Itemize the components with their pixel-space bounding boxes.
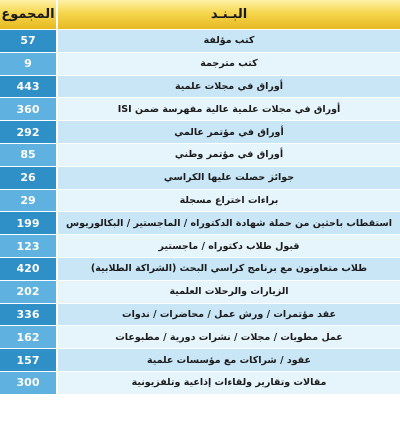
row-item: طلاب متعاونون مع برنامج كراسي البحث (الشراكة الطلابية): [58, 258, 400, 281]
row-item: عقد مؤتمرات / ورش عمل / محاضرات / ندوات: [58, 304, 400, 327]
row-item: الزيارات والرحلات العلمية: [58, 281, 400, 304]
row-item: كتب مؤلفة: [58, 30, 400, 53]
table-row: [0, 212, 400, 235]
row-total: 157: [0, 349, 56, 372]
row-item: مقالات وتقارير ولقاءات إذاعية وتلفزيونية: [58, 372, 400, 395]
row-total: 300: [0, 372, 56, 395]
row-item: استقطاب باحثين من حملة شهادة الدكتوراه / الماجستير / البكالوريوس: [58, 212, 400, 235]
row-item: كتب مترجمة: [58, 53, 400, 76]
table-row: [0, 235, 400, 258]
row-total: 57: [0, 30, 56, 53]
table-row: [0, 53, 400, 76]
table-row: [0, 190, 400, 213]
row-item: براءات اختراع مسجلة: [58, 190, 400, 213]
row-total: 85: [0, 144, 56, 167]
table-row: [0, 121, 400, 144]
row-total: 9: [0, 53, 56, 76]
table-header: [0, 0, 400, 29]
row-total: 26: [0, 167, 56, 190]
row-total: 292: [0, 121, 56, 144]
row-item: أوراق في مؤتمر وطني: [58, 144, 400, 167]
row-item: جوائز حصلت عليها الكراسي: [58, 167, 400, 190]
row-total: 360: [0, 98, 56, 121]
row-item: عمل مطويات / مجلات / نشرات دورية / مطبوعات: [58, 326, 400, 349]
table-row: [0, 326, 400, 349]
row-item: قبول طلاب دكتوراه / ماجستير: [58, 235, 400, 258]
header-item: البـنـد: [58, 0, 400, 29]
row-total: 420: [0, 258, 56, 281]
row-item: عقود / شراكات مع مؤسسات علمية: [58, 349, 400, 372]
table-row: [0, 258, 400, 281]
row-total: 443: [0, 76, 56, 99]
row-total: 162: [0, 326, 56, 349]
row-item: أوراق في مؤتمر عالمي: [58, 121, 400, 144]
row-item: أوراق في مجلات علمية: [58, 76, 400, 99]
table-row: [0, 167, 400, 190]
table-row: [0, 304, 400, 327]
row-total: 199: [0, 212, 56, 235]
row-total: 336: [0, 304, 56, 327]
table-row: [0, 98, 400, 121]
table-row: [0, 30, 400, 53]
table-row: [0, 76, 400, 99]
table-body: [0, 30, 400, 395]
row-total: 202: [0, 281, 56, 304]
table-row: [0, 281, 400, 304]
row-total: 123: [0, 235, 56, 258]
table-row: [0, 144, 400, 167]
row-total: 29: [0, 190, 56, 213]
table-row: [0, 349, 400, 372]
row-item: أوراق في مجلات علمية عالية مفهرسة ضمن ISI: [58, 98, 400, 121]
table-row: [0, 372, 400, 395]
header-total: المجموع: [0, 0, 56, 29]
